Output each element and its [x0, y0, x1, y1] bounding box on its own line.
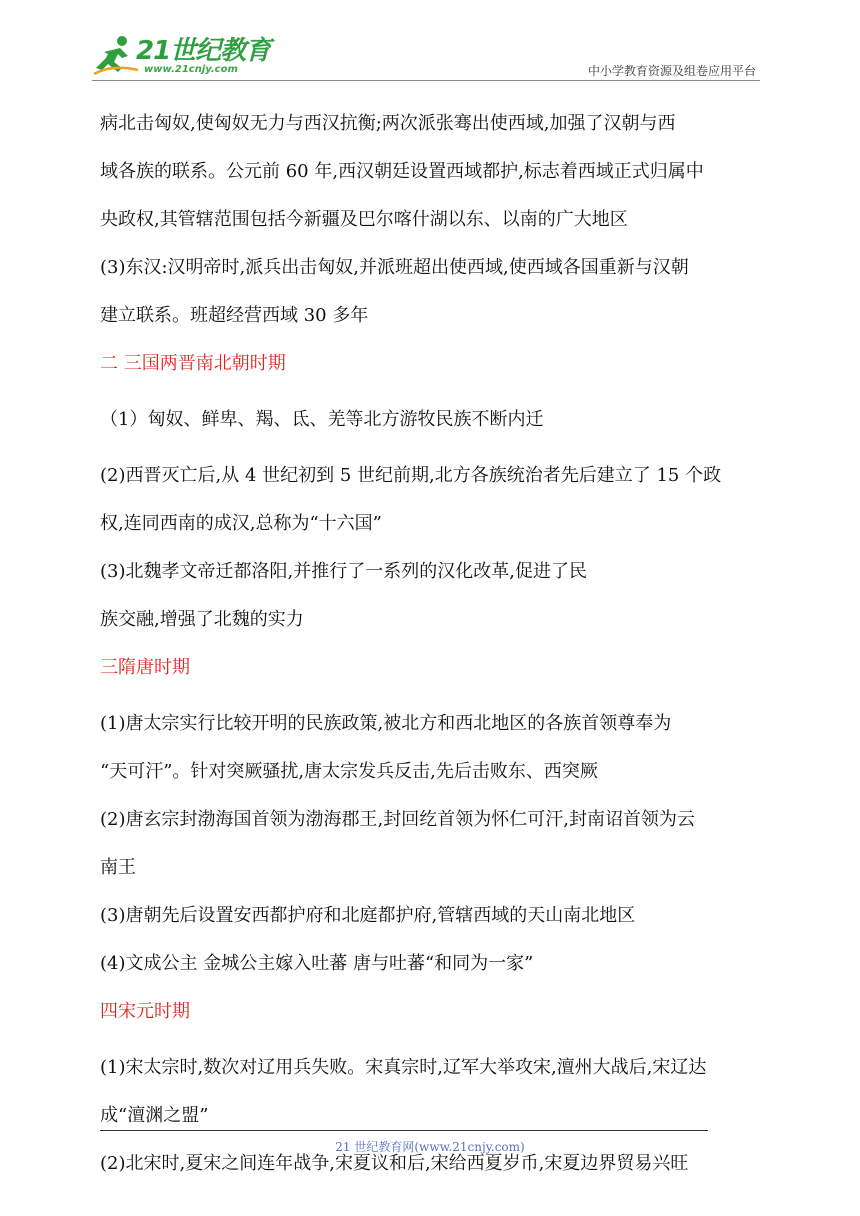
text-line: (4)文成公主 金城公主嫁入吐蕃 唐与吐蕃“和同为一家” [100, 953, 534, 974]
runner-logo-icon [92, 34, 140, 78]
logo-url: www.21cnjy.com [144, 64, 238, 75]
header-divider [92, 80, 760, 81]
text-line: (2)北宋时,夏宋之间连年战争,宋夏议和后,宋给西夏岁币,宋夏边界贸易兴旺 [100, 1153, 689, 1174]
text-line: 建立联系。班超经营西域 30 多年 [100, 305, 369, 326]
text-line: 南王 [100, 857, 136, 878]
section-heading-3: 三隋唐时期 [100, 657, 190, 678]
text-line: (3)东汉:汉明帝时,派兵出击匈奴,并派班超出使西域,使西域各国重新与汉朝 [100, 257, 689, 278]
text-line: (3)唐朝先后设置安西都护府和北庭都护府,管辖西域的天山南北地区 [100, 905, 636, 926]
text-line: “天可汗”。针对突厥骚扰,唐太宗发兵反击,先后击败东、西突厥 [100, 761, 598, 782]
text-line: (2)西晋灭亡后,从 4 世纪初到 5 世纪前期,北方各族统治者先后建立了 15 个政 [100, 465, 722, 486]
text-line: （1）匈奴、鲜卑、羯、氐、羌等北方游牧民族不断内迁 [100, 409, 544, 430]
text-line: 央政权,其管辖范围包括今新疆及巴尔喀什湖以东、以南的广大地区 [100, 209, 628, 230]
text-line: 成“澶渊之盟” [100, 1105, 209, 1126]
text-line: 域各族的联系。公元前 60 年,西汉朝廷设置西域都护,标志着西域正式归属中 [100, 161, 704, 182]
text-line: (3)北魏孝文帝迁都洛阳,并推行了一系列的汉化改革,促进了民 [100, 561, 587, 582]
section-heading-4: 四宋元时期 [100, 1001, 190, 1022]
text-line: 权,连同西南的成汉,总称为“十六国” [100, 513, 382, 534]
footer-divider [100, 1130, 708, 1131]
document-body [100, 100, 762, 1188]
footer-link[interactable]: 21 世纪教育网(www.21cnjy.com) [335, 1140, 525, 1154]
text-line: (2)唐玄宗封渤海国首领为渤海郡王,封回纥首领为怀仁可汗,封南诏首领为云 [100, 809, 695, 830]
site-logo[interactable] [92, 34, 272, 80]
header-tagline: 中小学教育资源及组卷应用平台 [587, 64, 756, 78]
text-line: (1)唐太宗实行比较开明的民族政策,被北方和西北地区的各族首领尊奉为 [100, 713, 672, 734]
page-header [0, 0, 860, 90]
section-heading-2: 二 三国两晋南北朝时期 [100, 353, 286, 374]
text-line: 族交融,增强了北魏的实力 [100, 609, 304, 630]
text-line: (1)宋太宗时,数次对辽用兵失败。宋真宗时,辽军大举攻宋,澶州大战后,宋辽达 [100, 1057, 707, 1078]
logo-wordmark: 21世纪教育 [136, 36, 271, 66]
text-line: 病北击匈奴,使匈奴无力与西汉抗衡;两次派张骞出使西域,加强了汉朝与西 [100, 113, 676, 134]
